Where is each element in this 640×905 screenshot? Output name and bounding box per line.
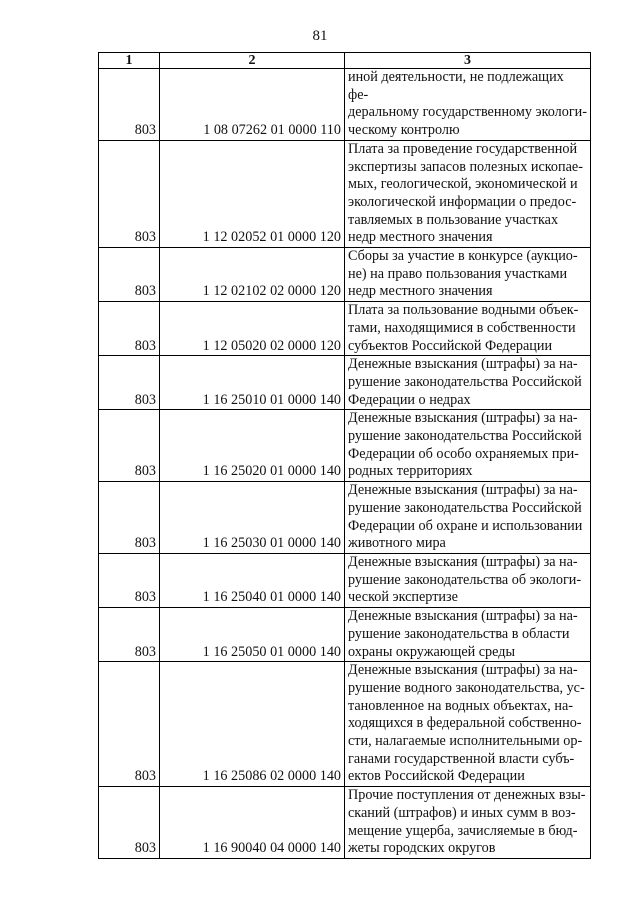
admin-code-cell: 803 <box>99 787 160 859</box>
description-line: мещение ущерба, зачисляемые в бюд- <box>348 822 578 839</box>
description-line: рушение законодательства в области <box>348 625 570 642</box>
description-line: Денежные взыскания (штрафы) за на- <box>348 608 578 625</box>
budget-classification-code-cell: 1 12 02102 02 0000 120 <box>160 248 345 302</box>
description-line: Плата за пользование водными объек- <box>348 302 579 319</box>
description-line: Прочие поступления от денежных взы- <box>348 787 586 804</box>
description-line: тановленное на водных объектах, на- <box>348 697 574 714</box>
description-line: Плата за проведение государственной <box>348 140 578 157</box>
description-line: Денежные взыскания (штрафы) за на- <box>348 553 578 570</box>
description-line: Денежные взыскания (штрафы) за на- <box>348 662 578 679</box>
description-line: деральному государственному экологи- <box>348 104 587 121</box>
budget-classification-code-cell: 1 08 07262 01 0000 110 <box>160 69 345 141</box>
table-row <box>99 356 591 410</box>
admin-code-cell: 803 <box>99 140 160 247</box>
description-line: ческому контролю <box>348 122 460 139</box>
page-number: 81 <box>312 28 328 44</box>
revenue-description-cell <box>345 787 591 859</box>
table-row <box>99 662 591 787</box>
table-header-row <box>99 53 591 69</box>
budget-codes-table <box>98 52 591 859</box>
description-line: не) на право пользования участками <box>348 265 568 282</box>
budget-classification-code-cell: 1 12 02052 01 0000 120 <box>160 140 345 247</box>
table-row <box>99 410 591 482</box>
revenue-description-cell <box>345 553 591 607</box>
admin-code-cell: 803 <box>99 662 160 787</box>
revenue-description-cell <box>345 662 591 787</box>
description-line: сти, налагаемые исполнительными ор- <box>348 733 583 750</box>
description-line: ектов Российской Федерации <box>348 768 525 785</box>
budget-classification-code-cell: 1 16 25086 02 0000 140 <box>160 662 345 787</box>
description-line: рушение законодательства Российской <box>348 428 582 445</box>
description-line: животного мира <box>348 535 446 552</box>
description-line: Денежные взыскания (штрафы) за на- <box>348 356 578 373</box>
description-line: ганами государственной власти субъ- <box>348 750 575 767</box>
description-line: Федерации о недрах <box>348 391 471 408</box>
revenue-description-cell <box>345 410 591 482</box>
column-header-3: 3 <box>345 53 591 69</box>
description-line: тавляемых в пользование участках <box>348 211 559 228</box>
table-row <box>99 482 591 554</box>
budget-classification-code-cell: 1 16 25050 01 0000 140 <box>160 608 345 662</box>
admin-code-cell: 803 <box>99 608 160 662</box>
admin-code-cell: 803 <box>99 69 160 141</box>
table-row <box>99 69 591 141</box>
revenue-description-cell <box>345 482 591 554</box>
admin-code-cell: 803 <box>99 410 160 482</box>
table-row <box>99 787 591 859</box>
budget-classification-code-cell: 1 16 25040 01 0000 140 <box>160 553 345 607</box>
description-line: Федерации об охране и использовании <box>348 517 583 534</box>
budget-classification-code-cell: 1 12 05020 02 0000 120 <box>160 302 345 356</box>
admin-code-cell: 803 <box>99 553 160 607</box>
description-line: рушение законодательства об экологи- <box>348 571 582 588</box>
description-line: мых, геологической, экономической и <box>348 176 578 193</box>
admin-code-cell: 803 <box>99 356 160 410</box>
table-row <box>99 553 591 607</box>
description-line: Денежные взыскания (штрафы) за на- <box>348 482 578 499</box>
description-line: Денежные взыскания (штрафы) за на- <box>348 410 578 427</box>
description-line: ческой экспертизе <box>348 589 458 606</box>
revenue-description-cell <box>345 608 591 662</box>
description-line: недр местного значения <box>348 283 493 300</box>
column-header-1: 1 <box>99 53 160 69</box>
description-line: Сборы за участие в конкурсе (аукцио- <box>348 248 578 265</box>
revenue-description-cell <box>345 69 591 141</box>
description-line: иной деятельности, не подлежащих фе- <box>348 69 564 103</box>
revenue-description-cell <box>345 356 591 410</box>
description-line: экологической информации о предос- <box>348 193 577 210</box>
description-line: жеты городских округов <box>348 840 496 857</box>
budget-classification-code-cell: 1 16 25020 01 0000 140 <box>160 410 345 482</box>
table-row <box>99 140 591 247</box>
description-line: родных территориях <box>348 463 473 480</box>
table-row <box>99 248 591 302</box>
description-line: ходящихся в федеральной собственно- <box>348 715 582 732</box>
revenue-description-cell <box>345 140 591 247</box>
revenue-description-cell <box>345 248 591 302</box>
budget-classification-code-cell: 1 16 90040 04 0000 140 <box>160 787 345 859</box>
description-line: Федерации об особо охраняемых при- <box>348 445 579 462</box>
description-line: недр местного значения <box>348 229 493 246</box>
description-line: рушение законодательства Российской <box>348 373 582 390</box>
description-line: субъектов Российской Федерации <box>348 337 553 354</box>
admin-code-cell: 803 <box>99 482 160 554</box>
budget-classification-code-cell: 1 16 25010 01 0000 140 <box>160 356 345 410</box>
admin-code-cell: 803 <box>99 302 160 356</box>
admin-code-cell: 803 <box>99 248 160 302</box>
revenue-description-cell <box>345 302 591 356</box>
description-line: рушение законодательства Российской <box>348 499 582 516</box>
description-line: охраны окружающей среды <box>348 643 516 660</box>
description-line: экспертизы запасов полезных ископае- <box>348 158 583 175</box>
description-line: тами, находящимися в собственности <box>348 319 576 336</box>
table-row <box>99 608 591 662</box>
table-row <box>99 302 591 356</box>
description-line: рушение водного законодательства, ус- <box>348 679 585 696</box>
budget-classification-code-cell: 1 16 25030 01 0000 140 <box>160 482 345 554</box>
description-line: сканий (штрафов) и иных сумм в воз- <box>348 804 576 821</box>
column-header-2: 2 <box>160 53 345 69</box>
